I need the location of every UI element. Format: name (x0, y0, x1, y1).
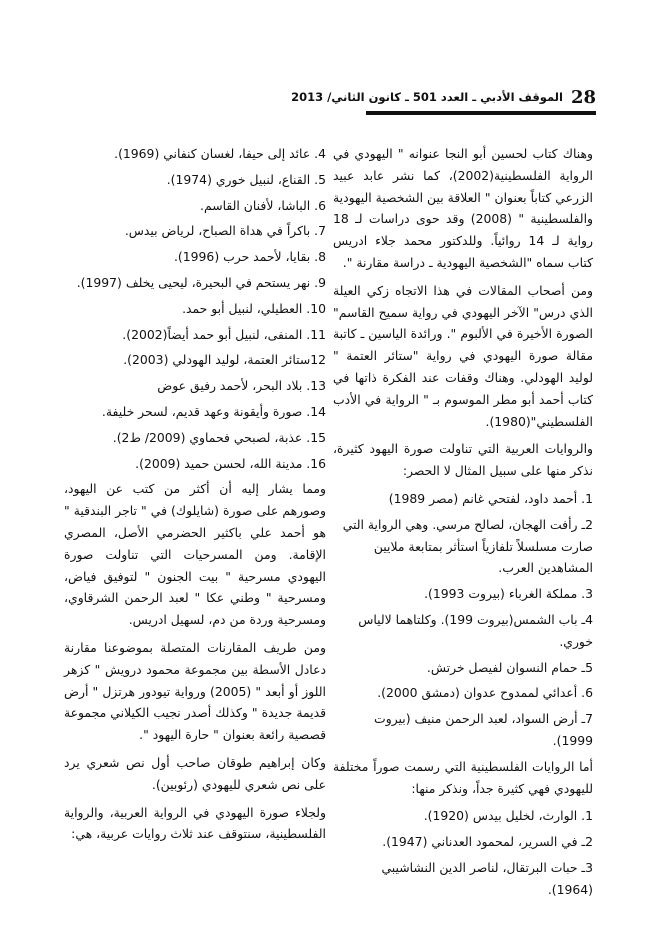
header-rule (366, 111, 596, 115)
list-item: 12ستائر العتمة، لوليد الهودلي (2003). (123, 352, 326, 368)
list-item: 16. مدينة الله، لحسن حميد (2009). (135, 455, 326, 471)
list-item: 15. عذبة، لصبحي فحماوي (2009/ ط2). (112, 429, 326, 445)
list-item: 8. بقايا، لأحمد حرب (1996). (173, 249, 326, 265)
list-item: 7. باكراً في هداة الصباح، لرياض بيدس. (124, 223, 326, 239)
list-item: 2ـ في السرير، لمحمود العدناني (1947). (382, 834, 593, 850)
list-item: 3. مملكة الغرباء (بيروت 1993). (424, 586, 593, 602)
list-item: 6. الباشا، لأفنان القاسم. (200, 197, 326, 213)
list-item: 2ـ رأفت الهجان، لصالح مرسي. وهي الرواية التي صارت مسلسلاً تلفازياً استأثر بمتابعة ملايين المشاهدين العرب. (342, 516, 593, 576)
list-item: 14. صورة وأيقونة وعهد قديم، لسحر خليفة. (101, 403, 326, 419)
paragraph: والروايات العربية التي تناولت صورة اليهود كثيرة، نذكر منها على سبيل المثال لا الحصر: (333, 441, 593, 479)
list-item: 7ـ أرض السواد، لعبد الرحمن منيف (بيروت 1999). (374, 711, 593, 748)
list-item: 10. العطيلي، لنبيل أبو حمد. (182, 300, 326, 316)
list-item: 5ـ حمام النسوان لفيصل خرتش. (426, 659, 593, 675)
paragraph: ومن طريف المقارنات المتصلة بموضوعنا مقارنة دعادل الأسطة بين مجموعة محمود درويش " كزهر اللوز أو أبعد " (2005) ورواية تيودور هرتزل " أرض قديمة جديدة " وكذلك أصدر نجيب الكيلاني مجموعة قصصية رائعة بعنوان " حارة اليهود ". (64, 639, 326, 743)
paragraph: ومما يشار إليه أن أكثر من كتب عن اليهود، وصورهم على صورة (شايلوك) في " تاجر البندقية " هو أحمد علي باكثير الحضرمي الأصل، المصري الإقامة. ومن المسرحيات التي تناولت صورة اليهودي مسرحية " بيت الجنون " لتوفيق فياض، ومسرحية " وطني عكا " لعبد الرحمن الشرقاوي، ومسرحية وردة من دم، لسهيل ادريس. (64, 481, 326, 628)
left-column (64, 143, 326, 851)
paragraph: ولجلاء صورة اليهودي في الرواية العربية، والرواية الفلسطينية، سنتوقف عند ثلاث روايات عربية، هي: (64, 804, 326, 842)
list-item: 1. أحمد داود، لفتحي غانم (مصر 1989) (388, 490, 593, 506)
list-item: 4. عائد إلى حيفا، لغسان كنفاني (1969). (114, 146, 326, 161)
paragraph: وهناك كتاب لحسين أبو النجا عنوانه " اليهودي في الرواية الفلسطينية(2002)، كما نشر عابد عبيد الزرعي كتاباً بعنوان " العلاقة بين الشخصية اليهودية والفلسطينية " (2008) وقد حوى دراسات لـ 18 رواية لـ 14 روائياً. وللدكتور محمد جلاء ادريس كتاب سماه "الشخصية اليهودية ـ دراسة مقارنة ". (333, 146, 594, 270)
running-head: الموقف الأدبي ـ العدد 501 ـ كانون الثاني/ 2013 (291, 90, 563, 104)
paragraph: وكان إبراهيم طوقان صاحب أول نص شعري يرد على نص شعري لليهودي (رئوبين). (64, 754, 326, 792)
right-column (333, 143, 593, 905)
list-item: 9. نهر يستحم في البحيرة، ليحيى يخلف (1997). (76, 274, 326, 290)
list-item: 1. الوارث، لخليل بيدس (1920). (423, 808, 593, 824)
list-item: 3ـ حبات البرتقال، لناصر الدين النشاشيبي (1964). (381, 859, 593, 897)
list-item: 6. أعدائي لممدوح عدوان (دمشق 2000). (377, 685, 593, 701)
list-item: 13. بلاد البحر، لأحمد رفيق عوض (157, 378, 326, 394)
list-item: 4ـ باب الشمس(بيروت 199). وكلتاهما لالياس خوري. (358, 611, 593, 649)
page-number: 28 (570, 86, 596, 108)
list-item: 11. المنفى، لنبيل أبو حمد أيضاً(2002). (122, 326, 326, 342)
paragraph: أما الروايات الفلسطينية التي رسمت صوراً مختلفة لليهودي فهي كثيرة جداً، ونذكر منها: (333, 758, 593, 796)
paragraph: ومن أصحاب المقالات في هذا الاتجاه زكي العيلة الذي درس" الآخر اليهودي في رواية سميح القاسم" الصورة الأخيرة في الألبوم ". ورائدة الياسين ـ كاتبة مقالة صورة اليهودي في رواية "ستائر العتمة " لوليد الهودلي. وهناك وقفات عند الفكرة ذاتها في كتاب أحمد أبو مطر الموسوم بـ " الرواية في الأدب الفلسطيني"(1980). (333, 282, 593, 429)
page-header (291, 84, 596, 110)
list-item: 5. القناع، لنبيل خوري (1974). (166, 171, 326, 187)
